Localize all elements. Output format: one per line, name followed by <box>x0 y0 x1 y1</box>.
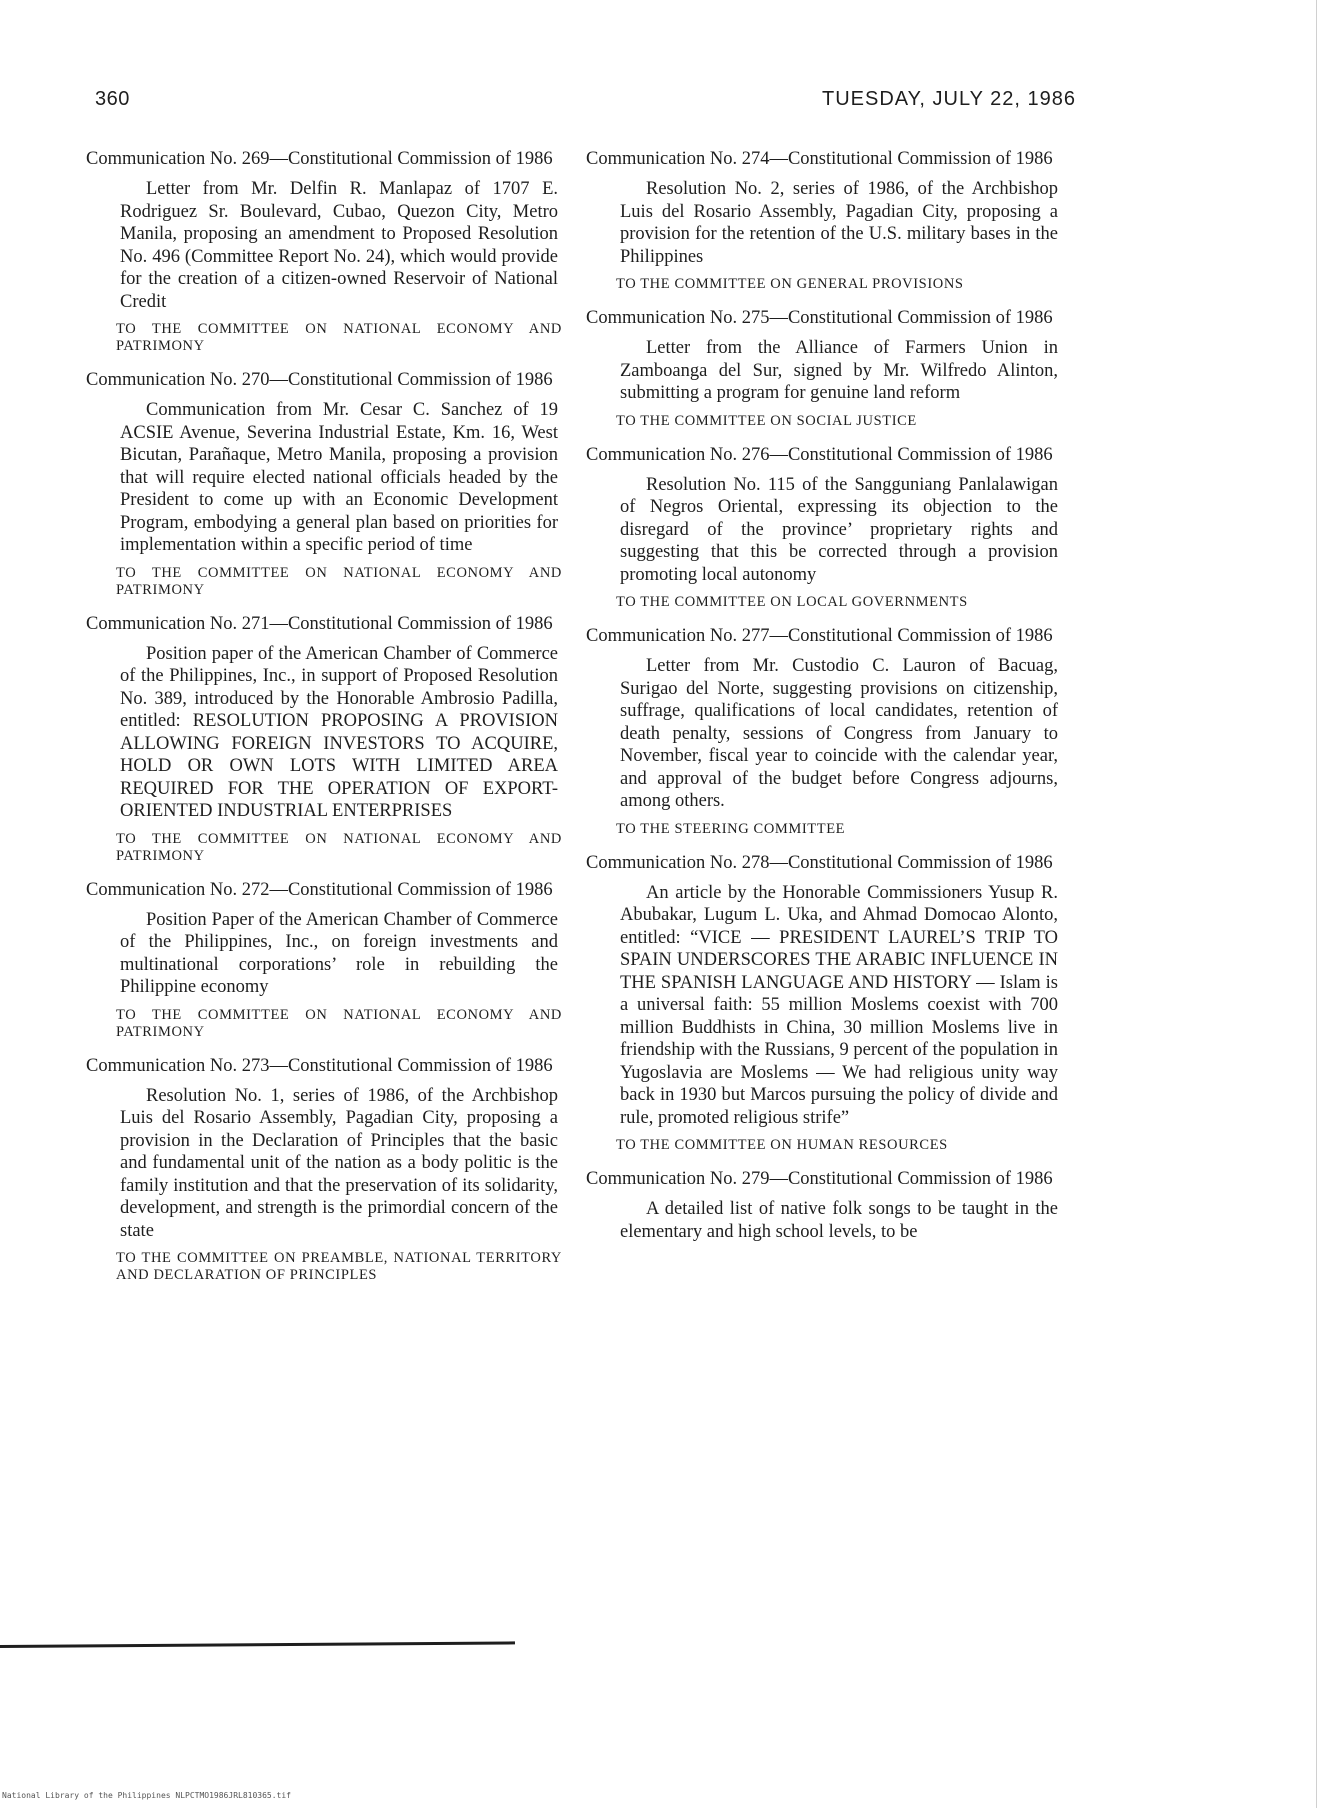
communication-body: Position paper of the American Chamber of Commerce of the Philippines, Inc., in support of Proposed Resolution No. 389, introduced by the Honorable Ambrosio Padilla, entitled: RESOLUTION PROPOSING A PROVISION ALLOWING FOREIGN INVESTORS TO ACQUIRE, HOLD OR OWN LOTS WITH LIMITED AREA REQUIRED FOR THE OPERATION OF EXPORT-ORIENTED INDUSTRIAL ENTERPRISES <box>120 643 558 821</box>
communication-title: Communication No. 270—Constitutional Commission of 1986 <box>86 370 553 390</box>
committee-referral: TO THE COMMITTEE ON NATIONAL ECONOMY AND PATRIMONY <box>116 1006 562 1040</box>
communication-title: Communication No. 277—Constitutional Commission of 1986 <box>586 626 1053 646</box>
communication-title: Communication No. 273—Constitutional Commission of 1986 <box>86 1055 553 1076</box>
communication-270 <box>86 369 566 599</box>
committee-referral: TO THE COMMITTEE ON SOCIAL JUSTICE <box>616 412 917 429</box>
committee-referral: TO THE COMMITTEE ON NATIONAL ECONOMY AND PATRIMONY <box>116 564 562 598</box>
committee-referral: TO THE COMMITTEE ON HUMAN RESOURCES <box>616 1137 948 1153</box>
communication-276 <box>586 444 1066 612</box>
committee-referral: TO THE COMMITTEE ON PREAMBLE, NATIONAL TERRITORY AND DECLARATION OF PRINCIPLES <box>116 1250 562 1283</box>
communication-body: Communication from Mr. Cesar C. Sanchez of 19 ACSIE Avenue, Severina Industrial Estate, Km. 16, West Bicutan, Parañaque, Metro Manila, proposing a provision that will require elected national officials headed by the President to come up with an Economic Development Program, embodying a general plan based on priorities for implementation within a specific period of time <box>120 400 558 555</box>
committee-referral: TO THE COMMITTEE ON LOCAL GOVERNMENTS <box>616 594 968 610</box>
communication-274 <box>586 148 1066 293</box>
communication-body: Letter from Mr. Custodio C. Lauron of Bacuag, Surigao del Norte, suggesting provisions on citizenship, suffrage, qualifications of local candidates, retention of death penalty, sessions of Congress from January to November, fiscal year to coincide with the calendar year, and approval of the budget before Congress adjourns, among others. <box>620 656 1058 811</box>
communication-title: Communication No. 269—Constitutional Commission of 1986 <box>86 149 553 169</box>
communication-title: Communication No. 272—Constitutional Commission of 1986 <box>86 879 553 900</box>
bottom-rule <box>0 1641 515 1648</box>
communication-body: Resolution No. 2, series of 1986, of the Archbishop Luis del Rosario Assembly, Pagadian City, proposing a provision for the retention of the U.S. military bases in the Philippines <box>620 179 1058 267</box>
communication-279 <box>586 1168 1066 1243</box>
committee-referral: TO THE STEERING COMMITTEE <box>616 820 846 837</box>
scan-footer: National Library of the Philippines NLPCTMO1986JRL810365.tif <box>2 1791 291 1800</box>
page-number: 360 <box>95 88 130 110</box>
communication-body: Resolution No. 1, series of 1986, of the Archbishop Luis del Rosario Assembly, Pagadian City, proposing a provision in the Declaration of Principles that the basic and fundamental unit of the nation as a body politic is the family institution and that the preservation of its solidarity, development, and strength is the primordial concern of the state <box>120 1085 558 1241</box>
communication-body: Letter from Mr. Delfin R. Manlapaz of 1707 E. Rodriguez Sr. Boulevard, Cubao, Quezon City, Metro Manila, proposing an amendment to Proposed Resolution No. 496 (Committee Report No. 24), which would provide for the creation of a citizen-owned Reservoir of National Credit <box>120 179 558 312</box>
communication-275 <box>586 307 1066 430</box>
page-date: TUESDAY, JULY 22, 1986 <box>822 88 1076 110</box>
communication-body: A detailed list of native folk songs to be taught in the elementary and high school levels, to be <box>620 1199 1058 1242</box>
communication-title: Communication No. 276—Constitutional Commission of 1986 <box>586 444 1053 465</box>
committee-referral: TO THE COMMITTEE ON NATIONAL ECONOMY AND PATRIMONY <box>116 830 562 864</box>
committee-referral: TO THE COMMITTEE ON GENERAL PROVISIONS <box>616 276 964 292</box>
communication-title: Communication No. 275—Constitutional Commission of 1986 <box>586 308 1053 328</box>
right-column <box>586 148 1066 1257</box>
communication-title: Communication No. 278—Constitutional Commission of 1986 <box>586 852 1053 873</box>
communication-278 <box>586 852 1066 1155</box>
communication-body: An article by the Honorable Commissioners Yusup R. Abubakar, Lugum L. Uka, and Ahmad Domocao Alonto, entitled: “VICE — PRESIDENT LAUREL’S TRIP TO SPAIN UNDERSCORES THE ARABIC INFLUENCE IN THE SPANISH LANGUAGE AND HISTORY — Islam is a universal faith: 55 million Moslems coexist with 700 million Buddhists in China, 30 million Moslems live in friendship with the Russians, 9 percent of the population in Yugoslavia are Moslems — We had religious unity way back in 1930 but Marcos pursuing the policy of divide and rule, promoted religious strife” <box>620 882 1058 1128</box>
communication-title: Communication No. 271—Constitutional Commission of 1986 <box>86 613 553 634</box>
communication-277 <box>586 625 1066 838</box>
communication-title: Communication No. 279—Constitutional Commission of 1986 <box>586 1169 1053 1189</box>
communication-title: Communication No. 274—Constitutional Commission of 1986 <box>586 149 1053 169</box>
communication-body: Letter from the Alliance of Farmers Union in Zamboanga del Sur, signed by Mr. Wilfredo Alinton, submitting a program for genuine land reform <box>620 338 1058 403</box>
communication-body: Resolution No. 115 of the Sangguniang Panlalawigan of Negros Oriental, expressing its objection to the disregard of the province’ proprietary rights and suggesting that this be corrected through a provision promoting local autonomy <box>620 474 1058 585</box>
communication-273 <box>86 1055 566 1285</box>
communication-272 <box>86 879 566 1041</box>
left-column <box>86 148 566 1298</box>
communication-269 <box>86 148 566 355</box>
communication-271 <box>86 613 566 865</box>
committee-referral: TO THE COMMITTEE ON NATIONAL ECONOMY AND PATRIMONY <box>116 321 562 354</box>
page-edge <box>1316 0 1323 1808</box>
communication-body: Position Paper of the American Chamber of Commerce of the Philippines, Inc., on foreign investments and multinational corporations’ role in rebuilding the Philippine economy <box>120 909 558 997</box>
